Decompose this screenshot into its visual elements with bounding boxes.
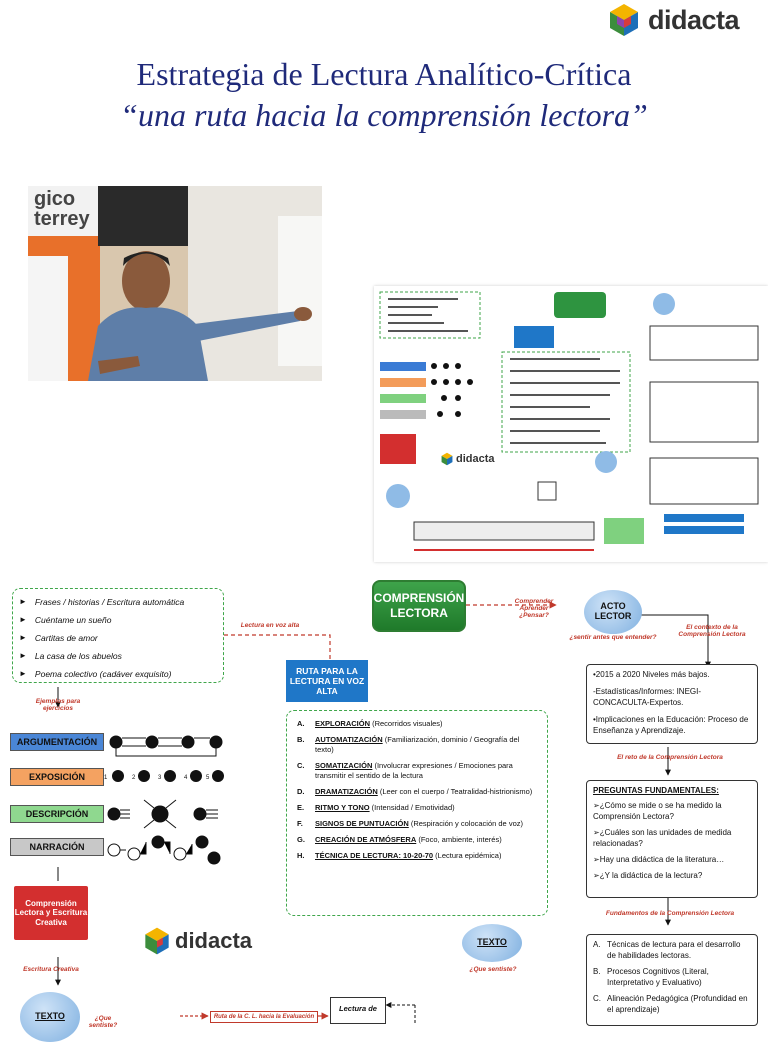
que-sentiste-left: ¿Que sentiste? <box>88 1015 118 1029</box>
list-item: ► Frases / historias / Escritura automática <box>19 593 217 611</box>
type-descripcion: DESCRIPCIÓN <box>10 805 104 823</box>
page-subtitle: “una ruta hacia la comprensión lectora” <box>120 97 648 133</box>
type-narracion: NARRACIÓN <box>10 838 104 856</box>
acto-lector-circle: ACTO LECTOR <box>584 590 642 634</box>
sentir-label: ¿sentir antes que entender? <box>569 634 657 641</box>
svg-text:5: 5 <box>206 775 210 781</box>
descripcion-pattern <box>108 800 218 828</box>
preguntas-box: PREGUNTAS FUNDAMENTALES: ➢¿Cómo se mide o se ha medido la Comprensión Lectora? ➢¿Cuáles son las unidades de medida relacionadas? ➢Hay una didáctica de la literatura… ➢¿Y la didáctica de la lectura? <box>586 780 758 898</box>
type-argumentacion: ARGUMENTACIÓN <box>10 733 104 751</box>
diagram-logo <box>142 926 252 956</box>
svg-text:1: 1 <box>104 775 108 781</box>
list-item: ► Cartitas de amor <box>19 629 217 647</box>
ruta-step: H. TÉCNICA DE LECTURA: 10-20-70 (Lectura epidémica) <box>297 851 502 860</box>
exercise-list-box <box>12 588 224 683</box>
reto-label: El reto de la Comprensión Lectora <box>617 754 723 761</box>
ruta-title-box: RUTA PARA LA LECTURA EN VOZ ALTA <box>286 660 368 702</box>
diagram-logo-word: didacta <box>175 928 253 953</box>
thumb-logo-word: didacta <box>456 453 495 465</box>
que-sentiste-right: ¿Que sentiste? <box>469 966 517 973</box>
ruta-step: A. EXPLORACIÓN (Recorridos visuales) <box>297 719 443 728</box>
didacta-logo <box>606 0 768 40</box>
comprension-escritura-box: Comprensión Lectora y Escritura Creativa <box>14 886 88 940</box>
ruta-step: E. RITMO Y TONO (Intensidad / Emotividad) <box>297 803 455 812</box>
ruta-step: D. DRAMATIZACIÓN (Leer con el cuerpo / Teatralidad-histrionismo) <box>297 787 533 796</box>
lectura-de-box: Lectura de <box>330 997 386 1024</box>
didacta-cube-icon <box>606 2 642 38</box>
exposicion-pattern <box>104 770 224 782</box>
list-item: ► La casa de los abuelos <box>19 647 217 665</box>
comprender-label: Comprender Aprender ¿Pensar? <box>514 598 554 619</box>
ruta-step: G. CREACIÓN DE ATMÓSFERA (Foco, ambiente, interés) <box>297 835 502 844</box>
contexto-label: El contexto de la Comprensión Lectora <box>678 624 746 638</box>
diagram-cube-icon <box>142 926 172 956</box>
context-box: •2015 a 2020 Niveles más bajos. -Estadísticas/Informes: INEGI-CONCACULTA-Expertos. •Implicaciones en la Educación: Proceso de Enseñanza y Aprendizaje. <box>586 664 758 744</box>
svg-text:2: 2 <box>132 775 136 781</box>
svg-text:4: 4 <box>184 775 188 781</box>
thumb-logo <box>440 452 495 466</box>
list-item: B. Procesos Cognitivos (Literal, Interpretativo y Evaluativo) <box>593 967 709 987</box>
lectura-voz-alta-label: Lectura en voz alta <box>240 622 300 629</box>
list-item: A. Técnicas de lectura para el desarrollo de habilidades lectoras. <box>593 940 741 960</box>
triangle-bullet-icon: ► <box>19 597 27 606</box>
ruta-cl-box: Ruta de la C. L. hacia la Evaluación <box>210 1011 318 1023</box>
ruta-step: B. AUTOMATIZACIÓN (Familiarización, dominio / Geografía del texto) <box>297 735 520 754</box>
list-item: ► Poema colectivo (cadáver exquisito) <box>19 665 217 683</box>
sign-text-2: terrey <box>34 208 90 230</box>
argumentacion-pattern <box>110 736 222 756</box>
ejemplos-label: Ejemplos para ejercicios <box>35 698 81 712</box>
triangle-bullet-icon: ► <box>19 651 27 660</box>
texto-circle-right: TEXTO <box>462 924 522 962</box>
logo-wordmark: didacta <box>648 4 740 35</box>
diagram-thumbnail <box>374 286 768 562</box>
escritura-creativa-label: Escritura Creativa <box>23 966 79 973</box>
fundamentos-box <box>586 934 758 1026</box>
structure-patterns <box>104 728 224 868</box>
page-title: Estrategia de Lectura Analítico-Crítica <box>136 56 632 92</box>
fundamentos-label: Fundamentos de la Comprensión Lectora <box>605 910 735 917</box>
presenter-photo <box>28 186 322 381</box>
comprension-lectora-box: COMPRENSIÓN LECTORA <box>372 580 466 632</box>
triangle-bullet-icon: ► <box>19 633 27 642</box>
ruta-step: C. SOMATIZACIÓN (Involucrar expresiones / Emociones para transmitir el sentido de la lectura <box>297 761 513 780</box>
svg-text:3: 3 <box>158 775 162 781</box>
triangle-bullet-icon: ► <box>19 669 27 678</box>
ruta-step: F. SIGNOS DE PUNTUACIÓN (Respiración y colocación de voz) <box>297 819 523 828</box>
narracion-pattern <box>108 836 220 864</box>
thumb-cube-icon <box>440 452 454 466</box>
type-exposicion: EXPOSICIÓN <box>10 768 104 786</box>
texto-circle-left: TEXTO <box>20 992 80 1042</box>
sign-text-1: gico <box>34 188 76 210</box>
list-item: ► Cuéntame un sueño <box>19 611 217 629</box>
ruta-steps-box <box>286 710 548 916</box>
list-item: C. Alineación Pedagógica (Profundidad en el aprendizaje) <box>593 994 748 1014</box>
triangle-bullet-icon: ► <box>19 615 27 624</box>
